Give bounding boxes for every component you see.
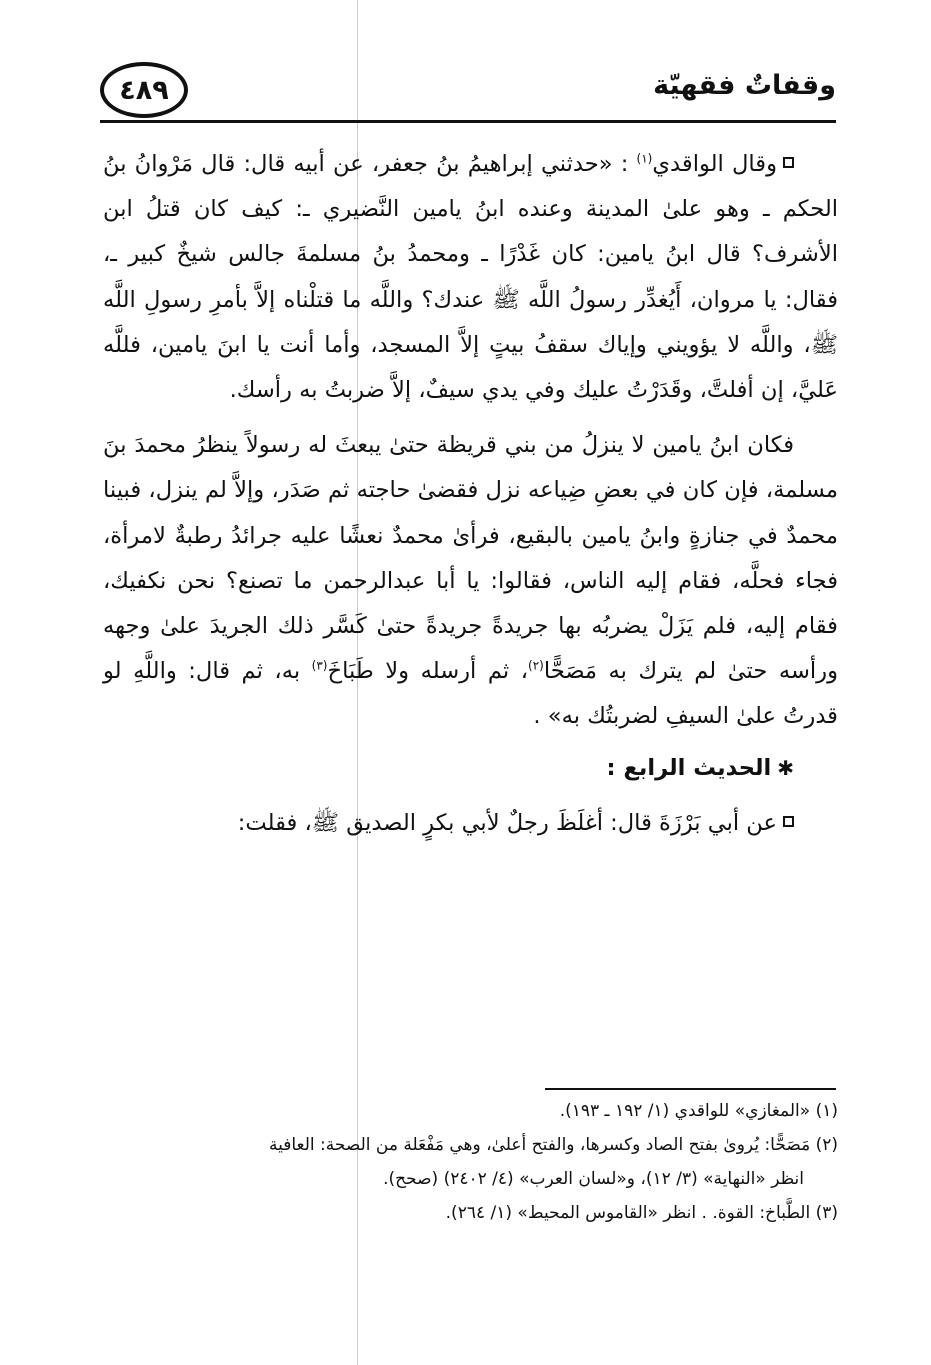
paragraph-3-text: عن أبي بَرْزَةَ قال: أغلَظَ رجلٌ لأبي بكرٍ الصديق ﷺ، فقلت: [237, 809, 777, 836]
header-rule [192, 120, 836, 123]
star-icon: ✱ [777, 755, 794, 780]
section-heading [103, 746, 838, 791]
paragraph-1 [103, 142, 838, 413]
paragraph-1-text: : «حدثني إبراهيمُ بنُ جعفر، عن أبيه قال: قال مَرْوانُ بنُ الحكم ـ وهو علىٰ المدينة وعنده ابنُ يامين النَّضيري ـ: كيف كان قتلُ ابن الأشرف؟ قال ابنُ يامين: كان غَدْرًا ـ ومحمدُ بنُ مسلمةَ جالس شيخٌ كبير ـ، فقال: يا مروان، أَيُغدِّر رسولُ اللَّه ﷺ عندك؟ واللَّه ما قتلْناه إلاَّ بأمرِ رسولِ اللَّه ﷺ، واللَّه لا يؤويني وإياك سقفُ بيتٍ إلاَّ المسجد، وأما أنت يا ابنَ يامين، فللَّه عَليَّ، إن أفلتَّ، وقَدَرْتُ عليك وفي يدي سيفٌ، إلاَّ ضربتُ به رأسك. [103, 151, 838, 404]
footnote-ref-3: (٣) [311, 658, 328, 673]
footnote-2-continuation: انظر «النهاية» (٣/ ١٢)، و«لسان العرب» (٤/ ٢٤٠٢) (صحح). [383, 1169, 804, 1189]
paragraph-2-text-b: ، ثم أرسله ولا طَبَاخَ [327, 658, 529, 685]
paragraph-2 [103, 423, 838, 739]
footnotes [103, 1094, 838, 1230]
footnote-3: (٣) الطَّباخ: القوة. . انظر «القاموس المحيط» (١/ ٢٦٤). [445, 1203, 838, 1223]
footnote-separator [545, 1088, 836, 1090]
square-box-icon [783, 816, 794, 827]
page-header [100, 62, 836, 128]
paragraph-3 [103, 801, 838, 846]
paragraph-2-text-c: به، ثم قال: واللَّهِ لو قدرتُ علىٰ السيفِ لضربتُك به» . [103, 658, 838, 730]
page-number: ٤٨٩ [100, 62, 188, 118]
footnote-1: (١) «المغازي» للواقدي (١/ ١٩٢ ـ ١٩٣). [559, 1101, 838, 1121]
section-heading-text: الحديث الرابع : [606, 754, 772, 781]
paragraph-1-lead: وقال الواقدي [652, 151, 777, 177]
paragraph-2-text-a: فكان ابنُ يامين لا ينزلُ من بني قريظة حتىٰ يبعثَ له رسولاً ينظرُ محمدَ بنَ مسلمة، فإن كان في بعضِ ضِياعه نزل فقضىٰ حاجته ثم صَدَر، وإلاَّ لم ينزل، فبينا محمدٌ في جنازةٍ وابنُ يامين بالبقيع، فرأىٰ محمدٌ نعشًا عليه جرائدُ رطبةٌ لامرأة، فجاء فحلَّه، فقام إليه الناس، فقالوا: يا أبا عبدالرحمن ما تصنع؟ نحن نكفيك، فقام إليه، فلم يَزَلْ يضربُه بها جريدةً جريدةً حتىٰ كَسَّر ذلك الجريدَ علىٰ وجهه ورأسه حتىٰ لم يترك به مَصَحًّا [103, 432, 838, 685]
footnote-ref-1: (١) [636, 151, 653, 166]
main-text [103, 142, 838, 846]
square-box-icon [783, 157, 794, 168]
running-title: وقفاتٌ فقهيّة [653, 70, 836, 101]
footnote-2: (٢) مَصَحًّا: يُروىٰ بفتح الصاد وكسرها، والفتح أعلىٰ، وهي مَفْعَلة من الصحة: العافية [268, 1135, 838, 1155]
header-rule-left [100, 120, 192, 123]
footnote-ref-2: (٢) [528, 658, 544, 673]
